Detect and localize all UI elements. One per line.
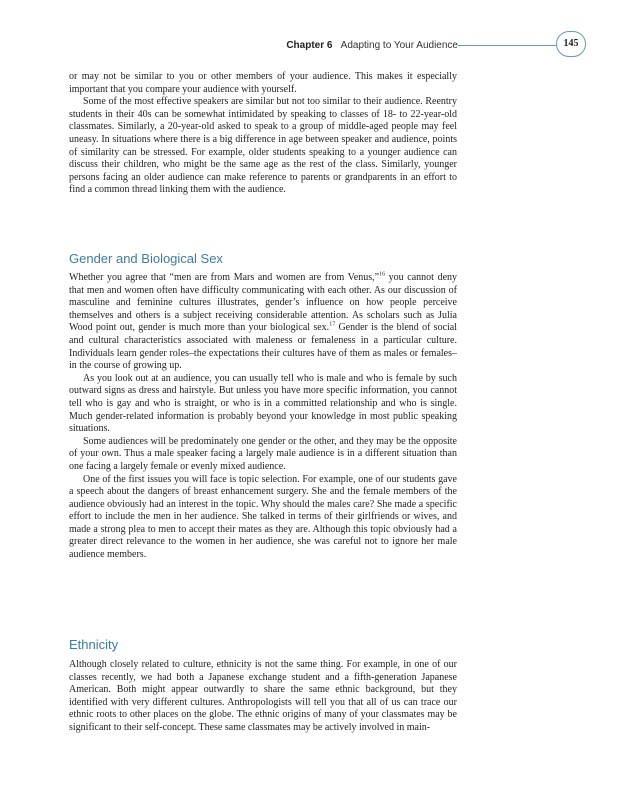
paragraph: or may not be similar to you or other members of your audience. This makes it especially important that you compare your audience with yourself. [69, 71, 457, 95]
running-header [260, 38, 458, 54]
text-run: Whether you agree that “men are from Mars and women are from Venus,” [69, 272, 380, 283]
paragraph: Some of the most effective speakers are similar but not too similar to their audience. Reentry students in their 40s can be somewhat intimidated by speaking to classes of 18- to 22-year-old classmates. Similarly, a 20-year-old asked to speak to a group of middle-aged people may feel uneasy. In situations where there is a big difference in age between speaker and audience, points of similarity can be stressed. For example, older students speaking to a younger audience can discuss their children, who might be the same age as the rest of the class. Similarly, younger persons facing an older audience can make reference to parents or grandparents in an effort to find a common thread linking them with the audience. [69, 96, 457, 196]
paragraph: Although closely related to culture, ethnicity is not the same thing. For example, in one of our classes recently, we had both a Japanese exchange student and a fifth-generation Japanese American. Both might appear outwardly to share the same ethnic background, but they identified with very different cultures. Anthropologists will tell you that all of us can trace our ethnic roots to other places on the globe. The ethnic origins of many of your classmates may be significant to their self-concept. These same classmates may be actively involved in main- [69, 659, 457, 733]
paragraph [69, 272, 457, 373]
paragraph: One of the first issues you will face is topic selection. For example, one of our students gave a speech about the dangers of breast enhancement surgery. She and the female members of the audience obviously had an interest in the topic. Why should the males care? She made a specific effort to include the men in her audience. She talked in terms of their girlfriends or wives, and made a strong plea to men to accept their mates as they are. Although this topic obviously had a greater direct relevance to the women in her audience, she was careful not to ignore her male audience members. [69, 473, 457, 561]
paragraph: Some audiences will be predominately one gender or the other, and they may be the opposite of your own. Thus a male speaker facing a largely male audience is in a different situation than one facing a largely female or evenly mixed audience. [69, 435, 457, 472]
chapter-label: Chapter 6 [286, 40, 333, 51]
ethnicity-text-block [69, 659, 457, 735]
text-run: you cannot deny that men and women often have difficulty communicating with each other. As our discussion of masculine and feminine cultures illustrates, gender’s influence on how people perceive themselves and others is a subject receiving considerable attention. As scholars such as Julia Wood point out, gender is much more than your biological sex. [69, 272, 458, 334]
footnote-ref: 16 [379, 271, 386, 278]
chapter-title: Adapting to Your Audience [340, 40, 458, 51]
header-rule [458, 45, 556, 46]
text-run: Gender is the blend of social and cultural characteristics associated with maleness or femaleness in a particular culture. Individuals learn gender roles–the expectations their cultures have of them as males or females–in the course of growing up. [69, 322, 457, 372]
section-heading-ethnicity: Ethnicity [69, 637, 119, 652]
footnote-ref: 17 [329, 322, 336, 329]
paragraph: As you look out at an audience, you can usually tell who is male and who is female by such outward signs as dress and hairstyle. But unless you have more specific information, you cannot tell who is gay and who is straight, or who is in a committed relationship and who is single. Much gender-related information is probably beyond your knowledge in most public speaking situations. [69, 372, 457, 435]
page-number: 145 [556, 31, 586, 57]
section-heading-gender: Gender and Biological Sex [69, 251, 223, 266]
gender-text-block [69, 272, 457, 562]
intro-text-block [69, 71, 457, 197]
